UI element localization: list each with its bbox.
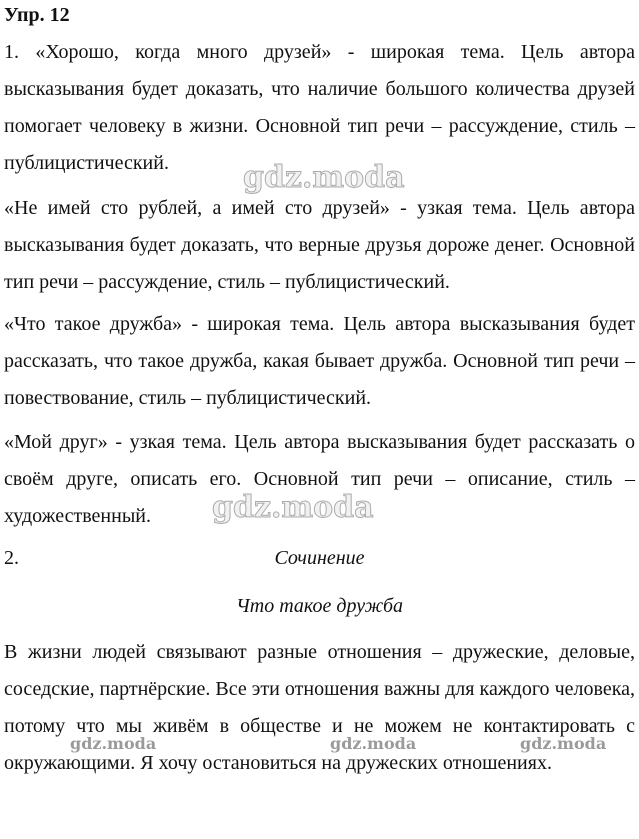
exercise-title: Упр. 12 (4, 4, 70, 26)
essay-label: Сочинение (274, 547, 365, 569)
paragraph-4: «Мой друг» - узкая тема. Цель автора высказывания будет рассказать о своём друге, описать его. Основной тип речи – описание, стиль – художественный. (4, 431, 635, 527)
watermark: gdz.moda (212, 490, 374, 525)
section-2-number: 2. (4, 547, 19, 569)
watermark-small: gdz.moda (330, 734, 417, 753)
paragraph-3: «Что такое дружба» - широкая тема. Цель автора высказывания будет рассказать, что такое дружба, какая бывает дружба. Основной тип речи – повествование, стиль – публицистический. (4, 313, 635, 409)
paragraph-1: 1. «Хорошо, когда много друзей» - широкая тема. Цель автора высказывания будет доказать, что наличие большого количества друзей помогает человеку в жизни. Основной тип речи – рассуждение, стиль – публицистический. (4, 41, 635, 174)
watermark-small: gdz.moda (70, 734, 157, 753)
essay-paragraph: В жизни людей связывают разные отношения – дружеские, деловые, соседские, партнёрские. Все эти отношения важны для каждого человека, потому что мы живём в обществе и не можем не контактировать с окружающими. Я хочу остановиться на дружеских отношениях. (4, 641, 635, 774)
essay-title: Что такое дружба (235, 595, 403, 617)
paragraph-2: «Не имей сто рублей, а имей сто друзей» - узкая тема. Цель автора высказывания будет доказать, что верные друзья дороже денег. Основной тип речи – рассуждение, стиль – публицистический. (4, 197, 635, 293)
section-2-header (4, 540, 635, 577)
watermark-small: gdz.moda (520, 734, 607, 753)
watermark: gdz.moda (243, 160, 405, 195)
